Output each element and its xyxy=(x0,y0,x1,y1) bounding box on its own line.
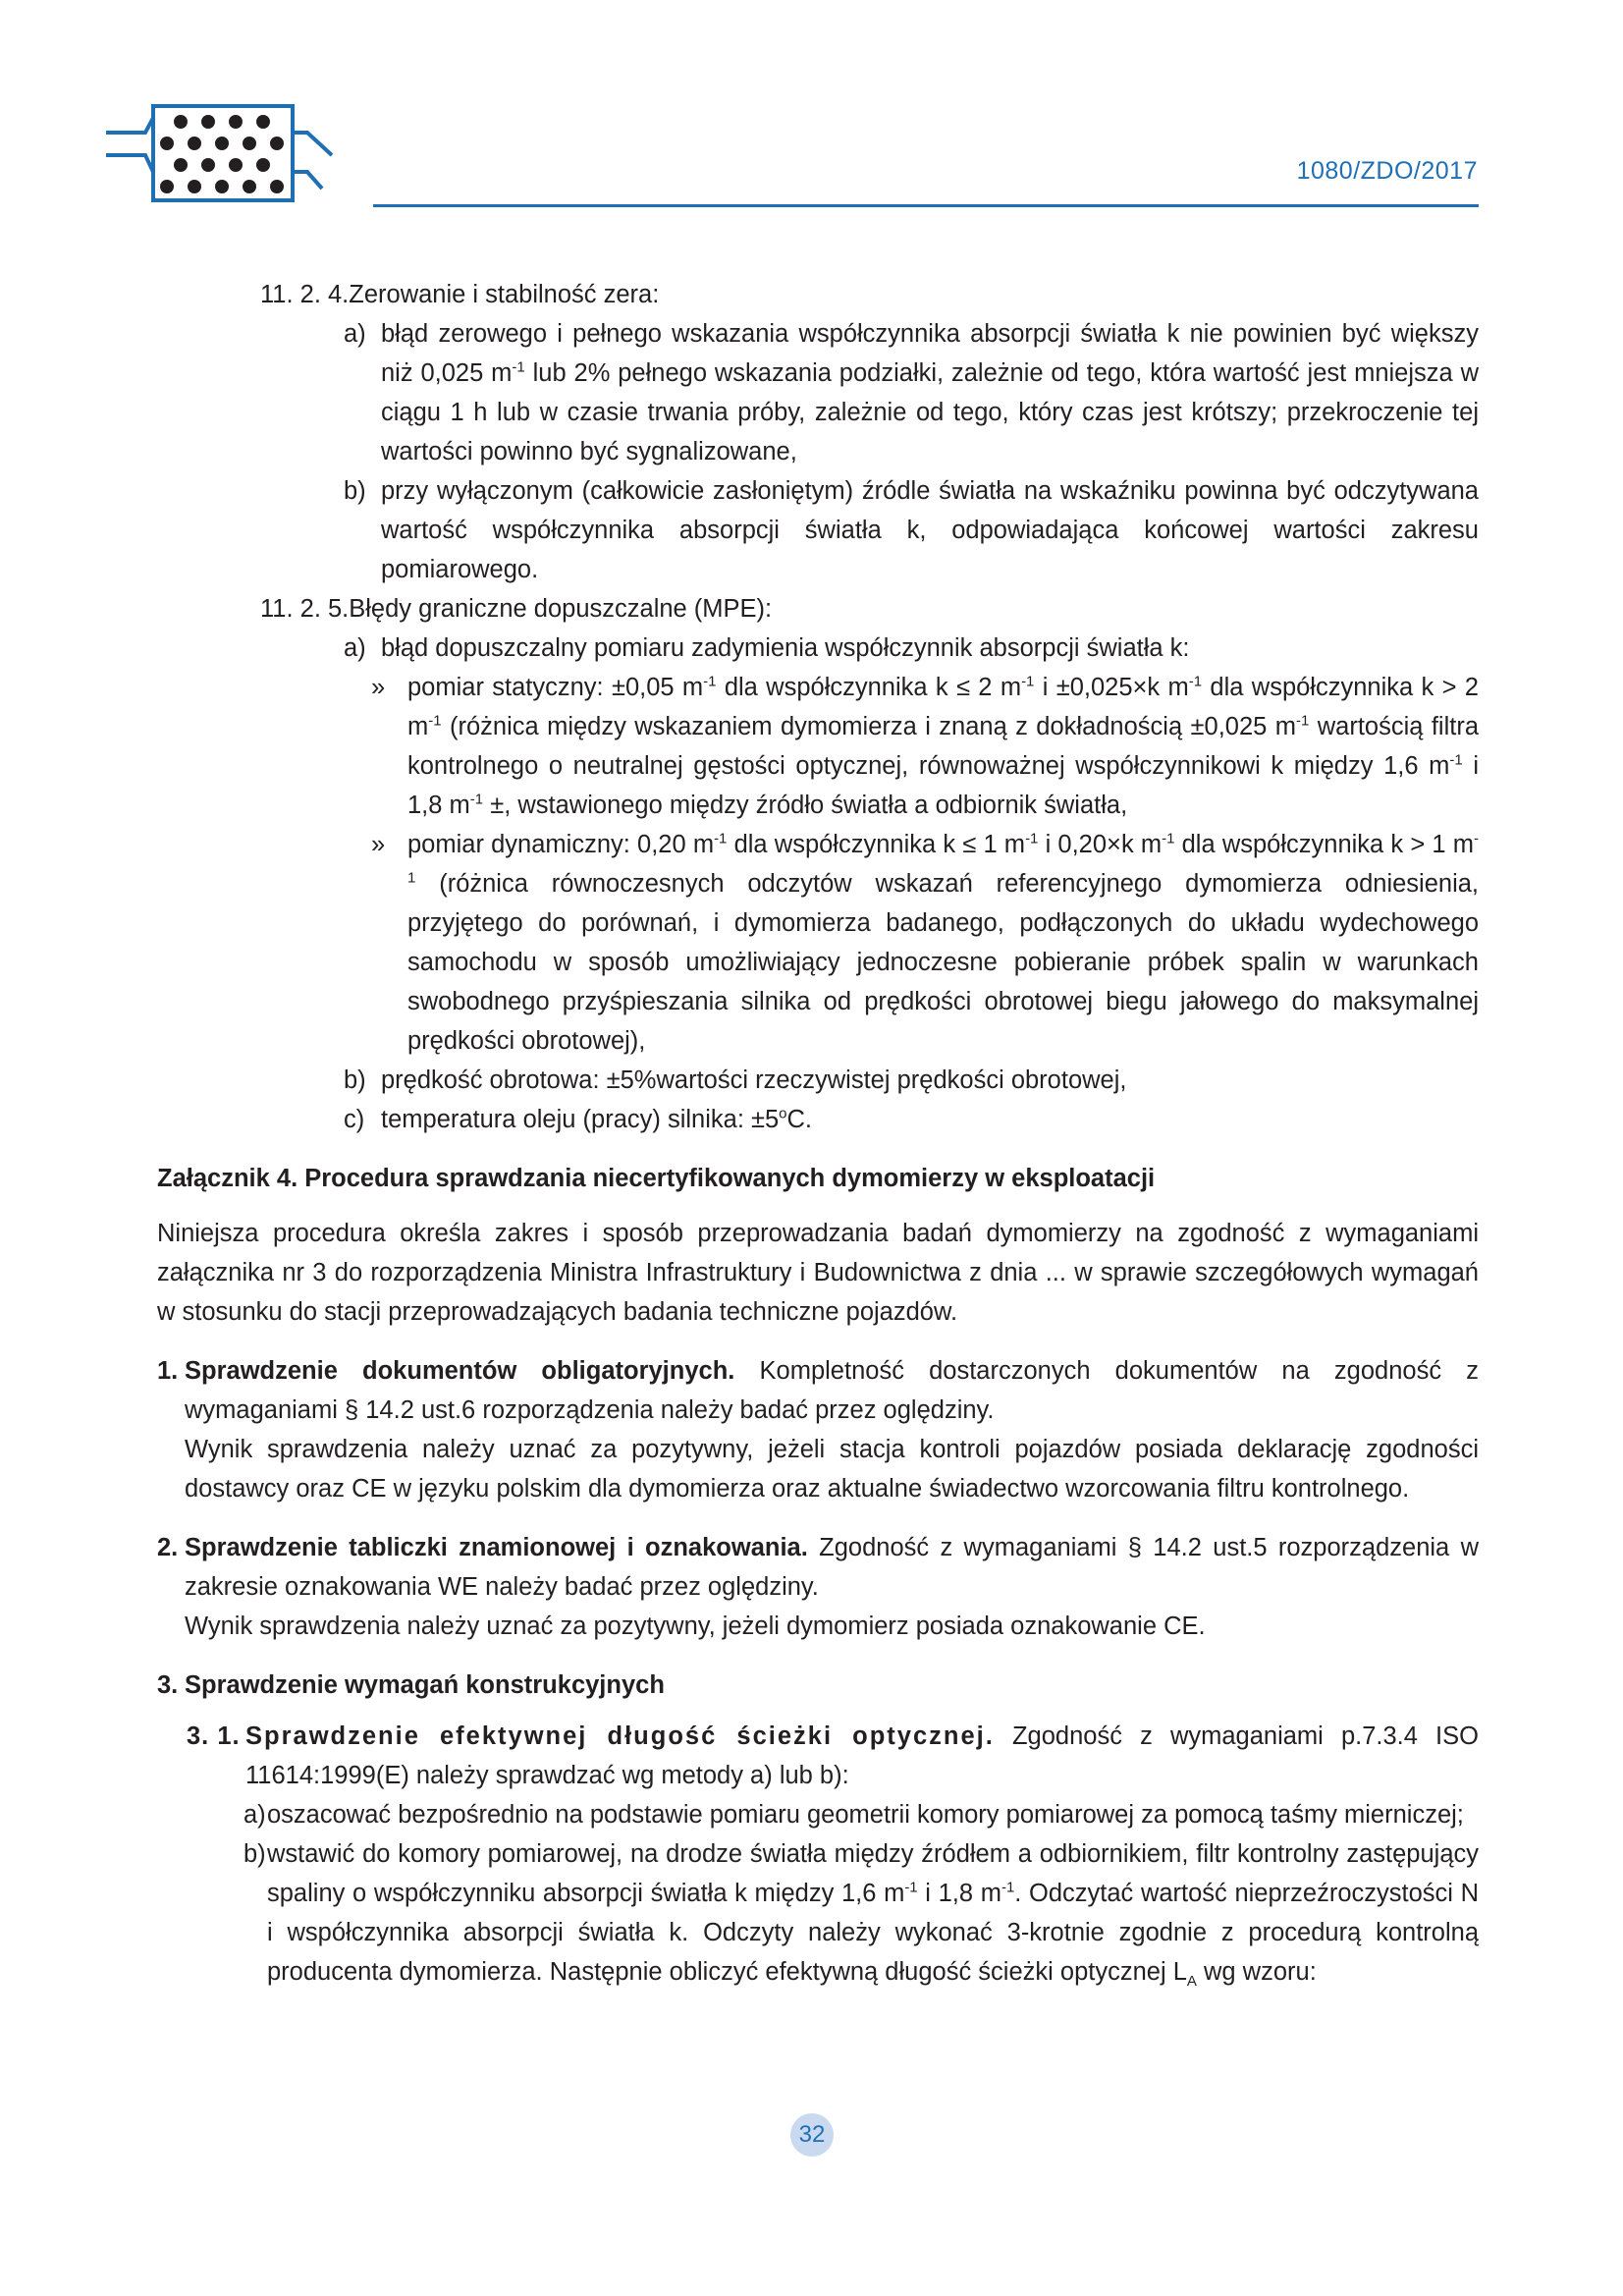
list-marker: b) xyxy=(344,477,366,505)
section-11-2-4-title: 11. 2. 4.Zerowanie i stabilność zera: xyxy=(260,281,660,308)
section-11-2-5-title: 11. 2. 5.Błędy graniczne dopuszczalne (MPE): xyxy=(260,595,773,623)
annex-item-1: 1. Sprawdzenie dokumentów obligatoryjnych. Kompletność dostarczonych dokumentów na zgodność z wymaganiami § 14.2 ust.6 rozporządzenia należy badać przez oględziny. Wynik sprawdzenia należy uznać za pozytywny, jeżeli stacja kontroli pojazdów posiada deklarację zgodności dostawcy oraz CE w języku polskim dla dymomierza oraz aktualne świadectwo wzorcowania filtru kontrolnego. xyxy=(157,1357,1479,1503)
section-11-2-5-item-b: b) prędkość obrotowa: ±5%wartości rzeczywistej prędkości obrotowej, xyxy=(157,1061,1479,1100)
list-marker: c) xyxy=(344,1106,365,1133)
section-11-2-4-item-b: b) przy wyłączonym (całkowicie zasłoniętym) źródle światła na wskaźniku powinna być odczytywana wartość współczynnika absorpcji światła k, odpowiadająca końcowej wartości zakresu pomiarowego. xyxy=(157,471,1479,589)
annex-item-3: 3. Sprawdzenie wymagań konstrukcyjnych xyxy=(157,1671,665,1699)
annex-item-2: 2. Sprawdzenie tabliczki znamionowej i oznakowania. Zgodność z wymaganiami § 14.2 ust.5 rozporządzenia w zakresie oznakowania WE należy badać przez oględziny. Wynik sprawdzenia należy uznać za pozytywny, jeżeli dymomierz posiada oznakowanie CE. xyxy=(157,1534,1479,1640)
logo-icon xyxy=(106,98,342,206)
bullet-marker: » xyxy=(371,674,386,701)
bullet-marker: » xyxy=(371,831,386,858)
header-divider xyxy=(373,204,1479,207)
annex-item-3-1: 3. 1. Sprawdzenie efektywnej długość ścieżki optycznej. Zgodność z wymaganiami p.7.3.4 ISO 11614:1999(E) należy sprawdzać wg metody a) lub b): xyxy=(187,1722,1479,1789)
list-marker: a) xyxy=(344,634,366,662)
list-marker: b) xyxy=(344,1066,366,1094)
page-number: 32 xyxy=(798,2121,826,2148)
section-11-2-4-item-a: a) błąd zerowego i pełnego wskazania współczynnika absorpcji światła k nie powinien być większy niż 0,025 $m^{-1}$ lub 2% pełnego wskazania podziałki, zależnie od tego, która wartość jest mniejsza w ciągu 1 h lub w czasie trwania próby, zależnie od tego, który czas jest krótszy; przekroczenie tej wartości powinno być sygnalizowane, xyxy=(157,314,1479,471)
annex-item-3-1-b: b) wstawić do komory pomiarowej, na drodze światła między źródłem a odbiornikiem, filtr kontrolny zastępujący spaliny o współczynniku absorpcji światła k między 1,6 $m^{-1}$ i 1,8 $m^{-1}$. Odczytać wartość nieprzeźroczystości N i współczynnika absorpcji światła k. Odczyty należy wykonać 3-krotnie zgodnie z procedurą kontrolną producenta dymomierza. Następnie obliczyć efektywną długość ścieżki optycznej $L_A$ wg wzoru: xyxy=(243,1840,1479,1991)
bullet-static-measurement: » pomiar statyczny: ±0,05 $m^{-1}$ dla współczynnika k ≤ 2 $m^{-1}$ i ±0,025×k $m^{-1}$ dla współczynnika k > 2 $m^{-1}$ (różnica między wskazaniem dymomierza i znaną z dokładnością ±0,025 $m^{-1}$ wartością filtra kontrolnego o neutralnej gęstości optycznej, równoważnej współczynnikowi k między 1,6 $m^{-1}$ i 1,8 $m^{-1}$ ±, wstawionego między źródło światła a odbiornik światła, xyxy=(157,668,1479,825)
annex-intro: Niniejsza procedura określa zakres i sposób przeprowadzania badań dymomierzy na zgodność z wymaganiami załącznika nr 3 do rozporządzenia Ministra Infrastruktury i Budownictwa z dnia ... w sprawie szczegółowych wymagań w stosunku do stacji przeprowadzających badania techniczne pojazdów. xyxy=(157,1220,1479,1326)
list-marker: a) xyxy=(344,320,366,348)
annex-title: Załącznik 4. Procedura sprawdzania niecertyfikowanych dymomierzy w eksploatacji xyxy=(157,1165,1156,1192)
document-body xyxy=(157,275,1479,1992)
page-number-badge xyxy=(790,2113,834,2157)
annex-item-3-1-a: a) oszacować bezpośrednio na podstawie pomiaru geometrii komory pomiarowej za pomocą taśmy mierniczej; xyxy=(243,1801,1464,1829)
section-11-2-5-item-c: c) temperatura oleju (pracy) silnika: $\pm 5^oC$. xyxy=(157,1100,1479,1139)
section-11-2-5-item-a: a) błąd dopuszczalny pomiaru zadymienia współczynnik absorpcji światła k: xyxy=(157,629,1479,668)
bullet-dynamic-measurement: » pomiar dynamiczny: 0,20 $m^{-1}$ dla współczynnika k ≤ 1 $m^{-1}$ i 0,20×k $m^{-1}$ dla współczynnika k > 1 $m^{-1}$ (różnica równoczesnych odczytów wskazań referencyjnego dymomierza odniesienia, przyjętego do porównań, i dymomierza badanego, podłączonych do układu wydechowego samochodu w sposób umożliwiający jednoczesne pobieranie próbek spalin w warunkach swobodnego przyśpieszania silnika od prędkości obrotowej biegu jałowego do maksymalnej prędkości obrotowej), xyxy=(157,825,1479,1061)
document-code: 1080/ZDO/2017 xyxy=(1296,157,1478,185)
